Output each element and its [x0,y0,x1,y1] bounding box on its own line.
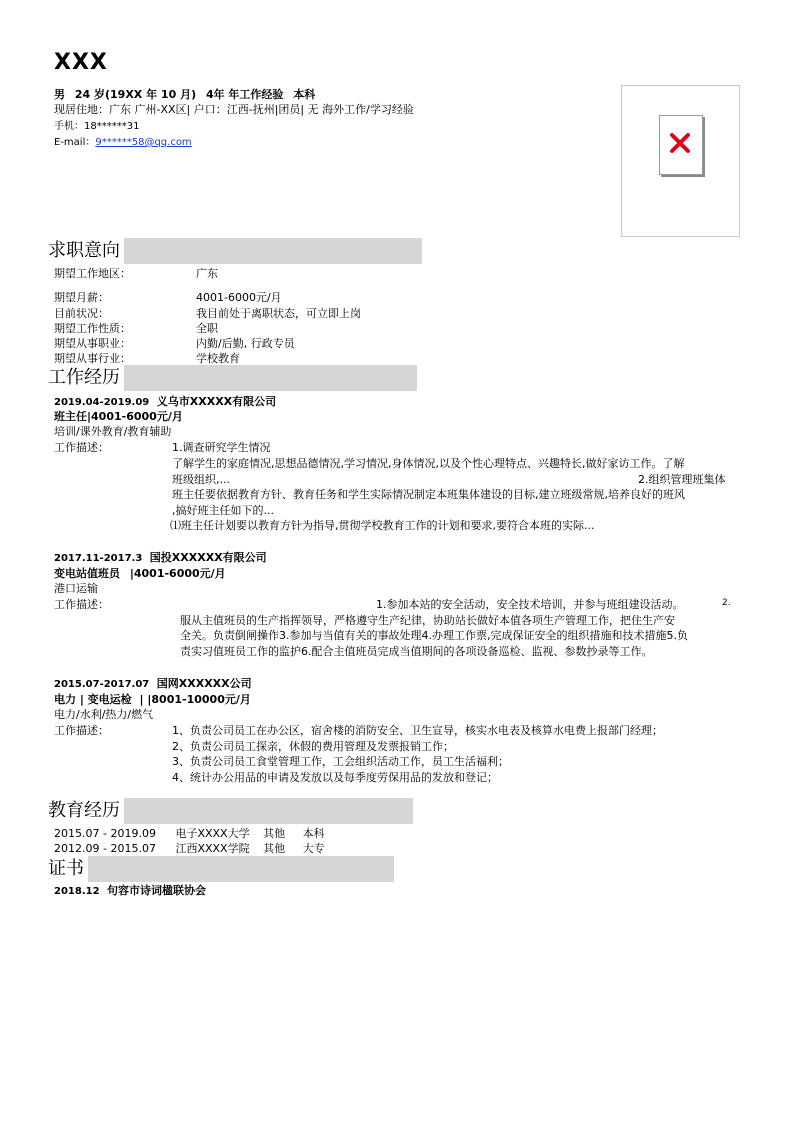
job-header [54,549,267,565]
job-industry: 培训/课外教育/教育辅助 [54,425,172,438]
job-title-line [54,691,251,707]
experience: 4年 年工作经验 [205,88,284,101]
certificate-row [54,882,206,898]
gender: 男 [54,88,65,101]
job-desc-label: 工作描述： [54,441,109,454]
education-row: 2015.07 - 2019.09 电子XXXX大学 其他 本科 [54,827,325,840]
age: 24 岁(19XX 年 10 月) [74,88,197,101]
job-desc-line: 1、负责公司员工在办公区，宿舍楼的消防安全、卫生宣导，核实水电表及核算水电费上报部门经理； [172,724,663,737]
job-title-line [54,408,183,424]
section-work [48,365,417,391]
basic-info [54,86,321,102]
job-title: 变电站值班员 [54,567,120,580]
profile-photo [621,85,740,237]
job-salary: |4001-6000元/月 [129,567,226,580]
section-intention [48,238,422,264]
job-date: 2015.07-2017.07 [54,679,150,690]
job-title-line [54,565,226,581]
job-company: 国投XXXXXX有限公司 [149,551,267,564]
job-date: 2019.04-2019.09 [54,397,150,408]
certificate-date: 2018.12 [54,886,100,897]
job-desc-line: ,搞好班主任如下的... [172,504,274,517]
job-header [54,675,252,691]
job-desc-line: 班主任要依据教育方针、教育任务和学生实际情况制定本班集体建设的目标,建立班级常规,培养良好的班风 [172,488,685,501]
job-desc-line: 1.参加本站的安全活动，安全技术培训，并参与班组建设活动。 [376,598,684,611]
section-title: 工作经历 [48,365,124,391]
job-company: 国网XXXXXX公司 [156,677,252,690]
job-desc-label: 工作描述： [54,724,109,737]
job-desc-line: 服从主值班员的生产指挥领导，严格遵守生产纪律，协助站长做好本值各项生产管理工作，把住生产安 [180,614,675,627]
section-title: 求职意向 [48,238,124,264]
education-row: 2012.09 - 2015.07 江西XXXX学院 其他 大专 [54,842,325,855]
job-industry: 港口运输 [54,582,98,595]
section-title: 教育经历 [48,798,124,824]
job-company: 义乌市XXXXX有限公司 [156,395,277,408]
job-industry: 电力/水利/热力/燃气 [54,708,154,721]
job-desc-line: 了解学生的家庭情况,思想品德情况,学习情况,身体情况,以及个性心理特点、兴趣特长,做好家访工作。了解 [172,457,685,470]
education-level: 本科 [293,88,316,101]
email-link[interactable]: 9******58@qq.com [95,137,192,148]
job-desc-label: 工作描述： [54,598,109,611]
job-desc-line: 3、负责公司员工食堂管理工作，工会组织活动工作，员工生活福利； [172,755,509,768]
candidate-name: XXX [54,50,108,75]
job-title: 班主任 [54,410,87,423]
job-date: 2017.11-2017.3 [54,553,143,564]
job-desc-line: ⑴班主任计划要以教育方针为指导,贯彻学校教育工作的计划和要求,要符合本班的实际... [170,519,595,532]
phone-line: 手机：18******31 [54,121,140,132]
job-desc-line: 2. [722,598,731,608]
email-line [54,133,192,148]
residence-line: 现居住地：广东 广州-XX区| 户口：江西-抚州|团员| 无 海外工作/学习经验 [54,103,414,116]
job-salary: | |8001-10000元/月 [139,693,251,706]
broken-image-icon [659,115,703,175]
job-salary: |4001-6000元/月 [87,410,183,423]
job-desc-line: 全关。负责倒闸操作3.参加与当值有关的事故处理4.办理工作票,完成保证安全的组织措施和技术措施5.负 [180,629,688,642]
section-education [48,798,413,824]
job-title: 电力 | 变电运检 [54,693,132,706]
certificate-name: 句容市诗词楹联协会 [107,884,207,897]
email-label: E-mail： [54,137,96,148]
section-certificates [48,856,394,882]
job-header [54,393,276,409]
section-title: 证书 [48,856,88,882]
job-desc-line: 班级组织,... [172,473,230,486]
job-desc-line: 责实习值班员工作的监护6.配合主值班员完成当值期间的各项设备巡检、监视、参数抄录等工作。 [180,645,653,658]
job-desc-line: 2.组织管理班集体 [638,473,726,486]
job-desc-line: 1.调查研究学生情况 [172,441,271,454]
job-desc-line: 2、负责公司员工探亲，休假的费用管理及发票报销工作； [172,740,454,753]
job-desc-line: 4、统计办公用品的申请及发放以及每季度劳保用品的发放和登记； [172,771,498,784]
